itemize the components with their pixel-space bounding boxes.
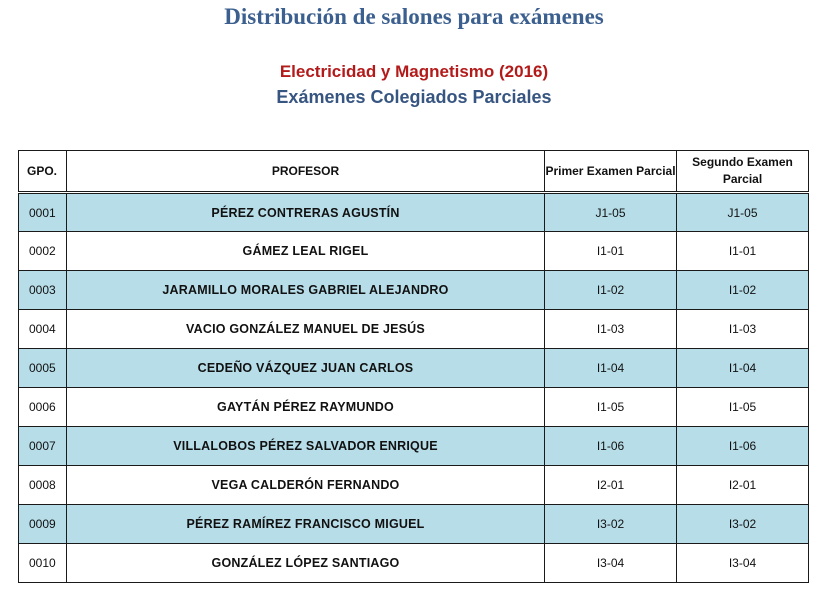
group-number: 0007 bbox=[19, 427, 67, 466]
professor-name: PÉREZ RAMÍREZ FRANCISCO MIGUEL bbox=[67, 505, 545, 544]
professor-name: CEDEÑO VÁZQUEZ JUAN CARLOS bbox=[67, 349, 545, 388]
page-title: Distribución de salones para exámenes bbox=[224, 4, 604, 29]
second-exam-room: I1-05 bbox=[677, 388, 809, 427]
first-exam-room: I1-01 bbox=[545, 232, 677, 271]
second-exam-room: I1-03 bbox=[677, 310, 809, 349]
professor-name: VACIO GONZÁLEZ MANUEL DE JESÚS bbox=[67, 310, 545, 349]
table-row bbox=[19, 232, 809, 271]
first-exam-room: I1-02 bbox=[545, 271, 677, 310]
first-exam-room: I3-02 bbox=[545, 505, 677, 544]
second-exam-room: I1-04 bbox=[677, 349, 809, 388]
group-number: 0002 bbox=[19, 232, 67, 271]
exam-subtitle: Exámenes Colegiados Parciales bbox=[276, 87, 552, 107]
column-header-profesor: PROFESOR bbox=[67, 151, 545, 193]
professor-name: GAYTÁN PÉREZ RAYMUNDO bbox=[67, 388, 545, 427]
first-exam-room: I1-06 bbox=[545, 427, 677, 466]
column-header-first-exam: Primer Examen Parcial bbox=[545, 151, 677, 193]
group-number: 0006 bbox=[19, 388, 67, 427]
table-row bbox=[19, 349, 809, 388]
group-number: 0009 bbox=[19, 505, 67, 544]
group-number: 0005 bbox=[19, 349, 67, 388]
second-exam-room: I1-02 bbox=[677, 271, 809, 310]
group-number: 0010 bbox=[19, 544, 67, 583]
table-row bbox=[19, 427, 809, 466]
group-number: 0008 bbox=[19, 466, 67, 505]
professor-name: PÉREZ CONTRERAS AGUSTÍN bbox=[67, 193, 545, 232]
group-number: 0004 bbox=[19, 310, 67, 349]
second-exam-room: I3-02 bbox=[677, 505, 809, 544]
course-title: Electricidad y Magnetismo (2016) bbox=[279, 62, 549, 81]
second-exam-room: I1-06 bbox=[677, 427, 809, 466]
table-row bbox=[19, 310, 809, 349]
professor-name: GÁMEZ LEAL RIGEL bbox=[67, 232, 545, 271]
table-row bbox=[19, 505, 809, 544]
table-row bbox=[19, 466, 809, 505]
table-row bbox=[19, 271, 809, 310]
first-exam-room: I1-04 bbox=[545, 349, 677, 388]
room-distribution-table bbox=[18, 150, 809, 583]
professor-name: JARAMILLO MORALES GABRIEL ALEJANDRO bbox=[67, 271, 545, 310]
second-exam-room: I2-01 bbox=[677, 466, 809, 505]
professor-name: GONZÁLEZ LÓPEZ SANTIAGO bbox=[67, 544, 545, 583]
first-exam-room: J1-05 bbox=[545, 193, 677, 232]
second-exam-room: I1-01 bbox=[677, 232, 809, 271]
table-row bbox=[19, 388, 809, 427]
first-exam-room: I3-04 bbox=[545, 544, 677, 583]
first-exam-room: I1-03 bbox=[545, 310, 677, 349]
first-exam-room: I2-01 bbox=[545, 466, 677, 505]
column-header-gpo: GPO. bbox=[19, 151, 67, 193]
column-header-second-exam: Segundo Examen Parcial bbox=[677, 151, 809, 193]
table-row bbox=[19, 193, 809, 232]
table-row bbox=[19, 544, 809, 583]
second-exam-room: I3-04 bbox=[677, 544, 809, 583]
first-exam-room: I1-05 bbox=[545, 388, 677, 427]
group-number: 0003 bbox=[19, 271, 67, 310]
group-number: 0001 bbox=[19, 193, 67, 232]
table-body bbox=[19, 193, 809, 583]
professor-name: VILLALOBOS PÉREZ SALVADOR ENRIQUE bbox=[67, 427, 545, 466]
header-row bbox=[19, 151, 809, 193]
professor-name: VEGA CALDERÓN FERNANDO bbox=[67, 466, 545, 505]
second-exam-room: J1-05 bbox=[677, 193, 809, 232]
table-header bbox=[19, 151, 809, 193]
